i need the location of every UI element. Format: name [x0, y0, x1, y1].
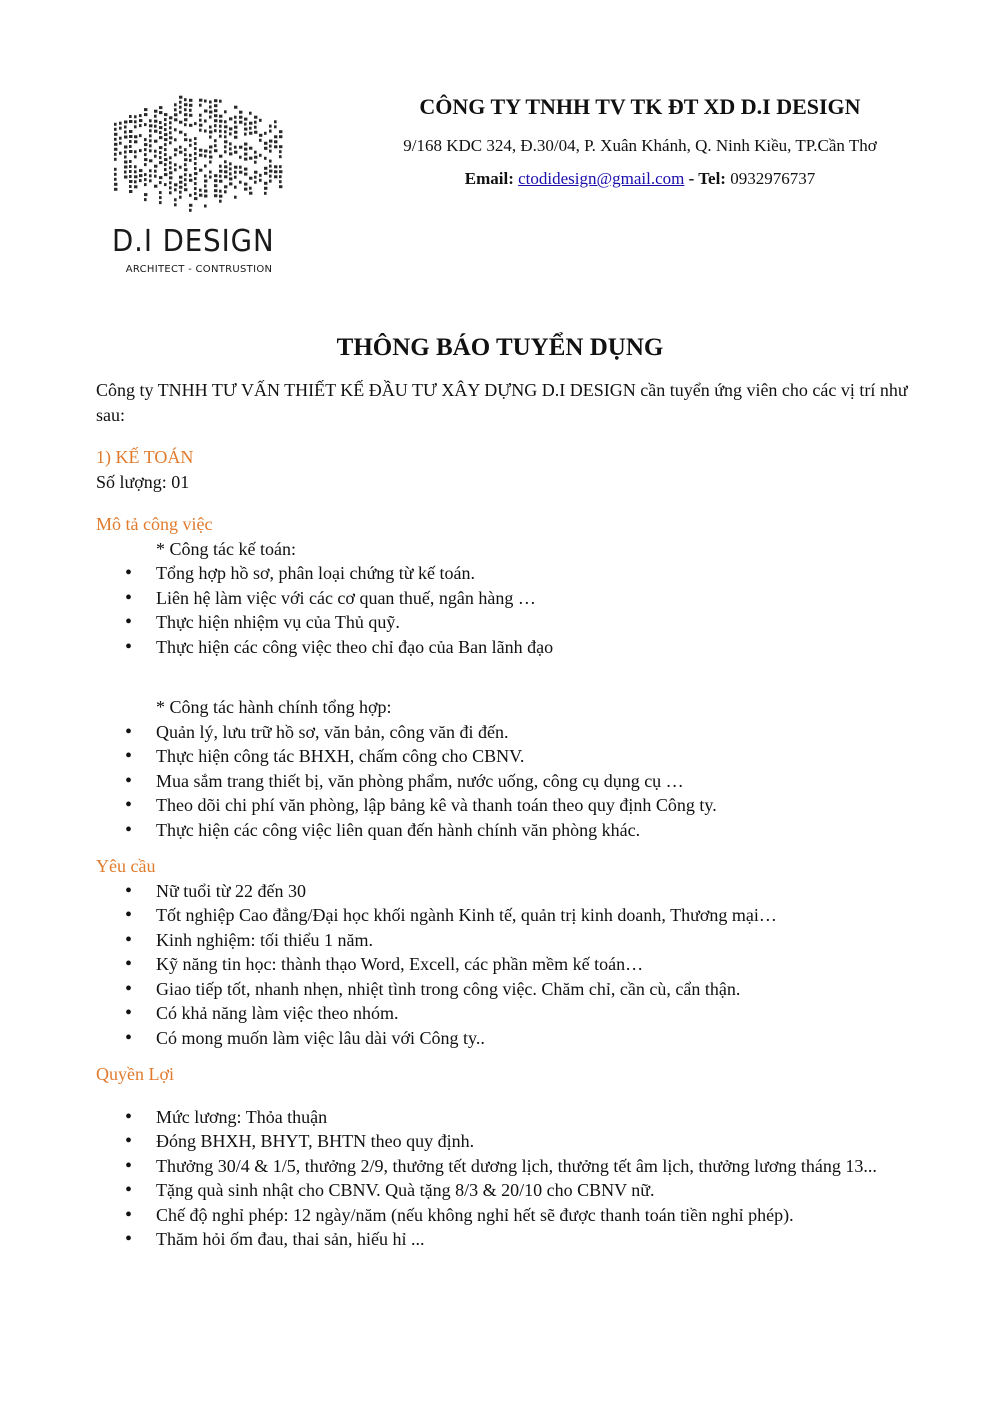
list-item: • Giao tiếp tốt, nhanh nhẹn, nhiệt tình trong công việc. Chăm chỉ, cần cù, cẩn thận.: [156, 977, 916, 1002]
list-item: • Thưởng 30/4 & 1/5, thưởng 2/9, thưởng tết dương lịch, thưởng tết âm lịch, thưởng lương tháng 13...: [156, 1154, 916, 1179]
position-title: 1) KẾ TOÁN: [96, 447, 194, 467]
accounting-list: [96, 561, 916, 659]
list-item: • Tốt nghiệp Cao đẳng/Đại học khối ngành Kinh tế, quản trị kinh doanh, Thương mại…: [156, 903, 916, 928]
requirements-heading: Yêu cầu: [96, 856, 156, 876]
requirements-list: [96, 879, 916, 1051]
list-item: • Kỹ năng tin học: thành thạo Word, Excell, các phần mềm kế toán…: [156, 952, 916, 977]
email-label: Email:: [464, 169, 514, 188]
list-item: • Tặng quà sinh nhật cho CBNV. Quà tặng 8/3 & 20/10 cho CBNV nữ.: [156, 1178, 916, 1203]
list-item: • Thăm hỏi ốm đau, thai sản, hiếu hỉ ...: [156, 1227, 916, 1252]
list-item: • Có khả năng làm việc theo nhóm.: [156, 1001, 916, 1026]
admin-list: [96, 720, 916, 843]
company-contact: [360, 169, 920, 189]
intro-paragraph: Công ty TNHH TƯ VẤN THIẾT KẾ ĐẦU TƯ XÂY DỰNG D.I DESIGN cần tuyển ứng viên cho các vị trí như sau:: [96, 380, 908, 425]
position-quantity: Số lượng: 01: [96, 471, 190, 492]
company-logo: [108, 82, 290, 280]
list-item: • Tổng hợp hồ sơ, phân loại chứng từ kế toán.: [156, 561, 916, 586]
admin-subheading: * Công tác hành chính tổng hợp:: [156, 697, 392, 717]
accounting-subheading: * Công tác kế toán:: [156, 538, 296, 559]
tel-number: 0932976737: [730, 169, 816, 188]
list-item: • Nữ tuổi từ 22 đến 30: [156, 879, 916, 904]
email-link[interactable]: ctodidesign@gmail.com: [518, 169, 685, 188]
benefits-list: [96, 1105, 916, 1252]
logo-name: D.I DESIGN: [112, 224, 275, 259]
list-item: • Theo dõi chi phí văn phòng, lập bảng kê và thanh toán theo quy định Công ty.: [156, 793, 916, 818]
document-body: [96, 378, 916, 1252]
page-title: THÔNG BÁO TUYỂN DỤNG: [336, 334, 664, 361]
list-item: • Mức lương: Thỏa thuận: [156, 1105, 916, 1130]
tel-label: Tel:: [698, 169, 726, 188]
list-item: • Chế độ nghỉ phép: 12 ngày/năm (nếu không nghỉ hết sẽ được thanh toán tiền nghỉ phép).: [156, 1203, 916, 1228]
list-item: • Kinh nghiệm: tối thiểu 1 năm.: [156, 928, 916, 953]
list-item: • Đóng BHXH, BHYT, BHTN theo quy định.: [156, 1129, 916, 1154]
company-name: CÔNG TY TNHH TV TK ĐT XD D.I DESIGN: [419, 94, 861, 119]
list-item: • Có mong muốn làm việc lâu dài với Công ty..: [156, 1026, 916, 1051]
list-item: • Thực hiện nhiệm vụ của Thủ quỹ.: [156, 610, 916, 635]
list-item: • Thực hiện các công việc liên quan đến hành chính văn phòng khác.: [156, 818, 916, 843]
benefits-heading: Quyền Lợi: [96, 1064, 175, 1084]
list-item: • Thực hiện các công việc theo chỉ đạo của Ban lãnh đạo: [156, 635, 916, 660]
company-address: 9/168 KDC 324, Đ.30/04, P. Xuân Khánh, Q. Ninh Kiều, TP.Cần Thơ: [403, 136, 877, 155]
building-skyline-icon: [108, 82, 290, 222]
list-item: • Quản lý, lưu trữ hồ sơ, văn bản, công văn đi đến.: [156, 720, 916, 745]
description-heading: Mô tả công việc: [96, 514, 213, 534]
logo-tagline: ARCHITECT - CONTRUSTION: [125, 264, 273, 275]
contact-separator: -: [684, 169, 699, 188]
list-item: • Thực hiện công tác BHXH, chấm công cho CBNV.: [156, 744, 916, 769]
list-item: • Mua sắm trang thiết bị, văn phòng phẩm, nước uống, công cụ dụng cụ …: [156, 769, 916, 794]
list-item: • Liên hệ làm việc với các cơ quan thuế, ngân hàng …: [156, 586, 916, 611]
